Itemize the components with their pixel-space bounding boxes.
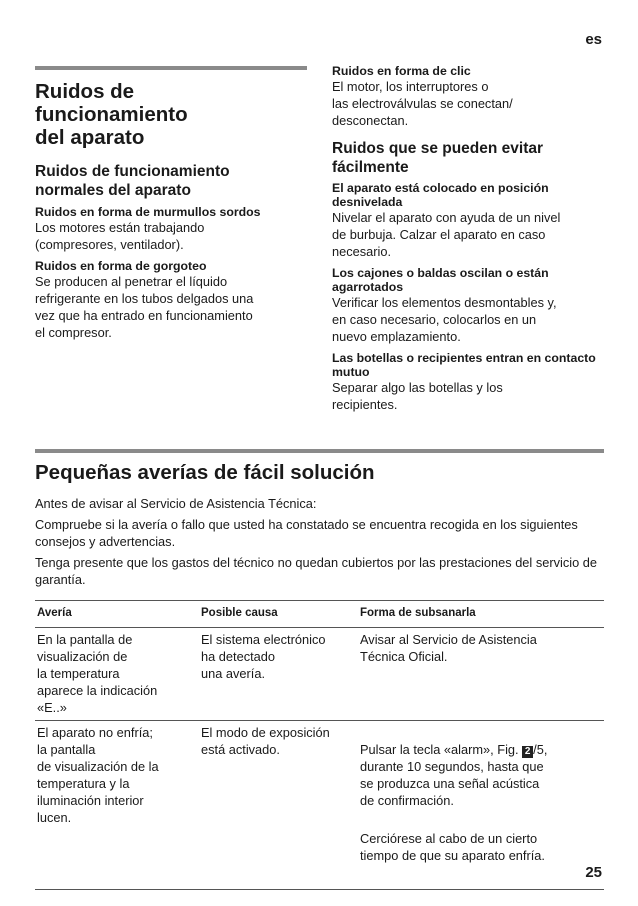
intro-paragraph: Antes de avisar al Servicio de Asistencia Técnica: xyxy=(35,496,317,511)
figure-number-badge: 2 xyxy=(522,746,533,758)
column-header-remedy: Forma de subsanarla xyxy=(358,601,604,628)
subsection-title-avoidable: Ruidos que se pueden evitar fácilmente xyxy=(332,140,544,176)
noise-heading-gurgle: Ruidos en forma de gorgoteo xyxy=(35,259,207,273)
right-column xyxy=(332,62,604,419)
noise-text-gurgle: Se producen al penetrar el líquido refrigerante en los tubos delgados una vez que ha entrado en funcionamiento el compresor. xyxy=(35,274,254,340)
subsection-title: Ruidos de funcionamiento normales del aparato xyxy=(35,163,230,199)
table-header-row xyxy=(35,601,604,628)
fault-cell: En la pantalla de visualización de la temperatura aparece la indicación «E..» xyxy=(35,628,199,721)
section-rule xyxy=(35,66,307,70)
intro-paragraph: Compruebe si la avería o fallo que usted ha constatado se encuentra recogida en los siguientes consejos y advertencias. xyxy=(35,517,578,549)
intro-paragraph: Tenga presente que los gastos del técnico no quedan cubiertos por las prestaciones del servicio de garantía. xyxy=(35,555,597,587)
cause-cell: El modo de exposición está activado. xyxy=(199,721,358,890)
section-rule xyxy=(35,449,604,453)
column-header-fault: Avería xyxy=(35,601,199,628)
troubleshooting-section xyxy=(35,449,604,890)
noise-text-click: El motor, los interruptores o las electroválvulas se conectan/ desconectan. xyxy=(332,79,513,128)
section-title: Ruidos de funcionamiento del aparato xyxy=(35,80,188,149)
column-header-cause: Posible causa xyxy=(199,601,358,628)
avoidable-text-drawers: Verificar los elementos desmontables y, en caso necesario, colocarlos en un nuevo emplazamiento. xyxy=(332,295,557,344)
avoidable-text-uneven: Nivelar el aparato con ayuda de un nivel de burbuja. Calzar el aparato en caso necesario. xyxy=(332,210,561,259)
avoidable-heading-bottles: Las botellas o recipientes entran en contacto mutuo xyxy=(332,351,596,379)
table-row xyxy=(35,628,604,721)
remedy-text-2: Cerciórese al cabo de un cierto tiempo de que su aparato enfría. xyxy=(360,831,545,863)
remedy-text-post: /5, durante 10 segundos, hasta que se produzca una señal acústica de confirmación. xyxy=(360,742,548,808)
fault-cell: El aparato no enfría; la pantalla de visualización de la temperatura y la iluminación interior lucen. xyxy=(35,721,199,890)
noise-text-murmur: Los motores están trabajando (compresores, ventilador). xyxy=(35,220,205,252)
left-column xyxy=(35,66,307,347)
noise-heading-click: Ruidos en forma de clic xyxy=(332,64,471,78)
troubleshooting-title: Pequeñas averías de fácil solución xyxy=(35,461,375,484)
noise-heading-murmur: Ruidos en forma de murmullos sordos xyxy=(35,205,261,219)
fault-table xyxy=(35,600,604,890)
page-number: 25 xyxy=(585,864,602,881)
cause-cell: El sistema electrónico ha detectado una avería. xyxy=(199,628,358,721)
table-row xyxy=(35,721,604,890)
avoidable-heading-uneven: El aparato está colocado en posición desnivelada xyxy=(332,181,549,209)
remedy-cell xyxy=(358,721,604,890)
avoidable-text-bottles: Separar algo las botellas y los recipientes. xyxy=(332,380,503,412)
remedy-text-pre: Pulsar la tecla «alarm», Fig. xyxy=(360,742,523,757)
remedy-cell: Avisar al Servicio de Asistencia Técnica Oficial. xyxy=(358,628,604,721)
remedy-text xyxy=(360,741,596,809)
avoidable-heading-drawers: Los cajones o baldas oscilan o están agarrotados xyxy=(332,266,549,294)
language-label: es xyxy=(585,31,602,48)
